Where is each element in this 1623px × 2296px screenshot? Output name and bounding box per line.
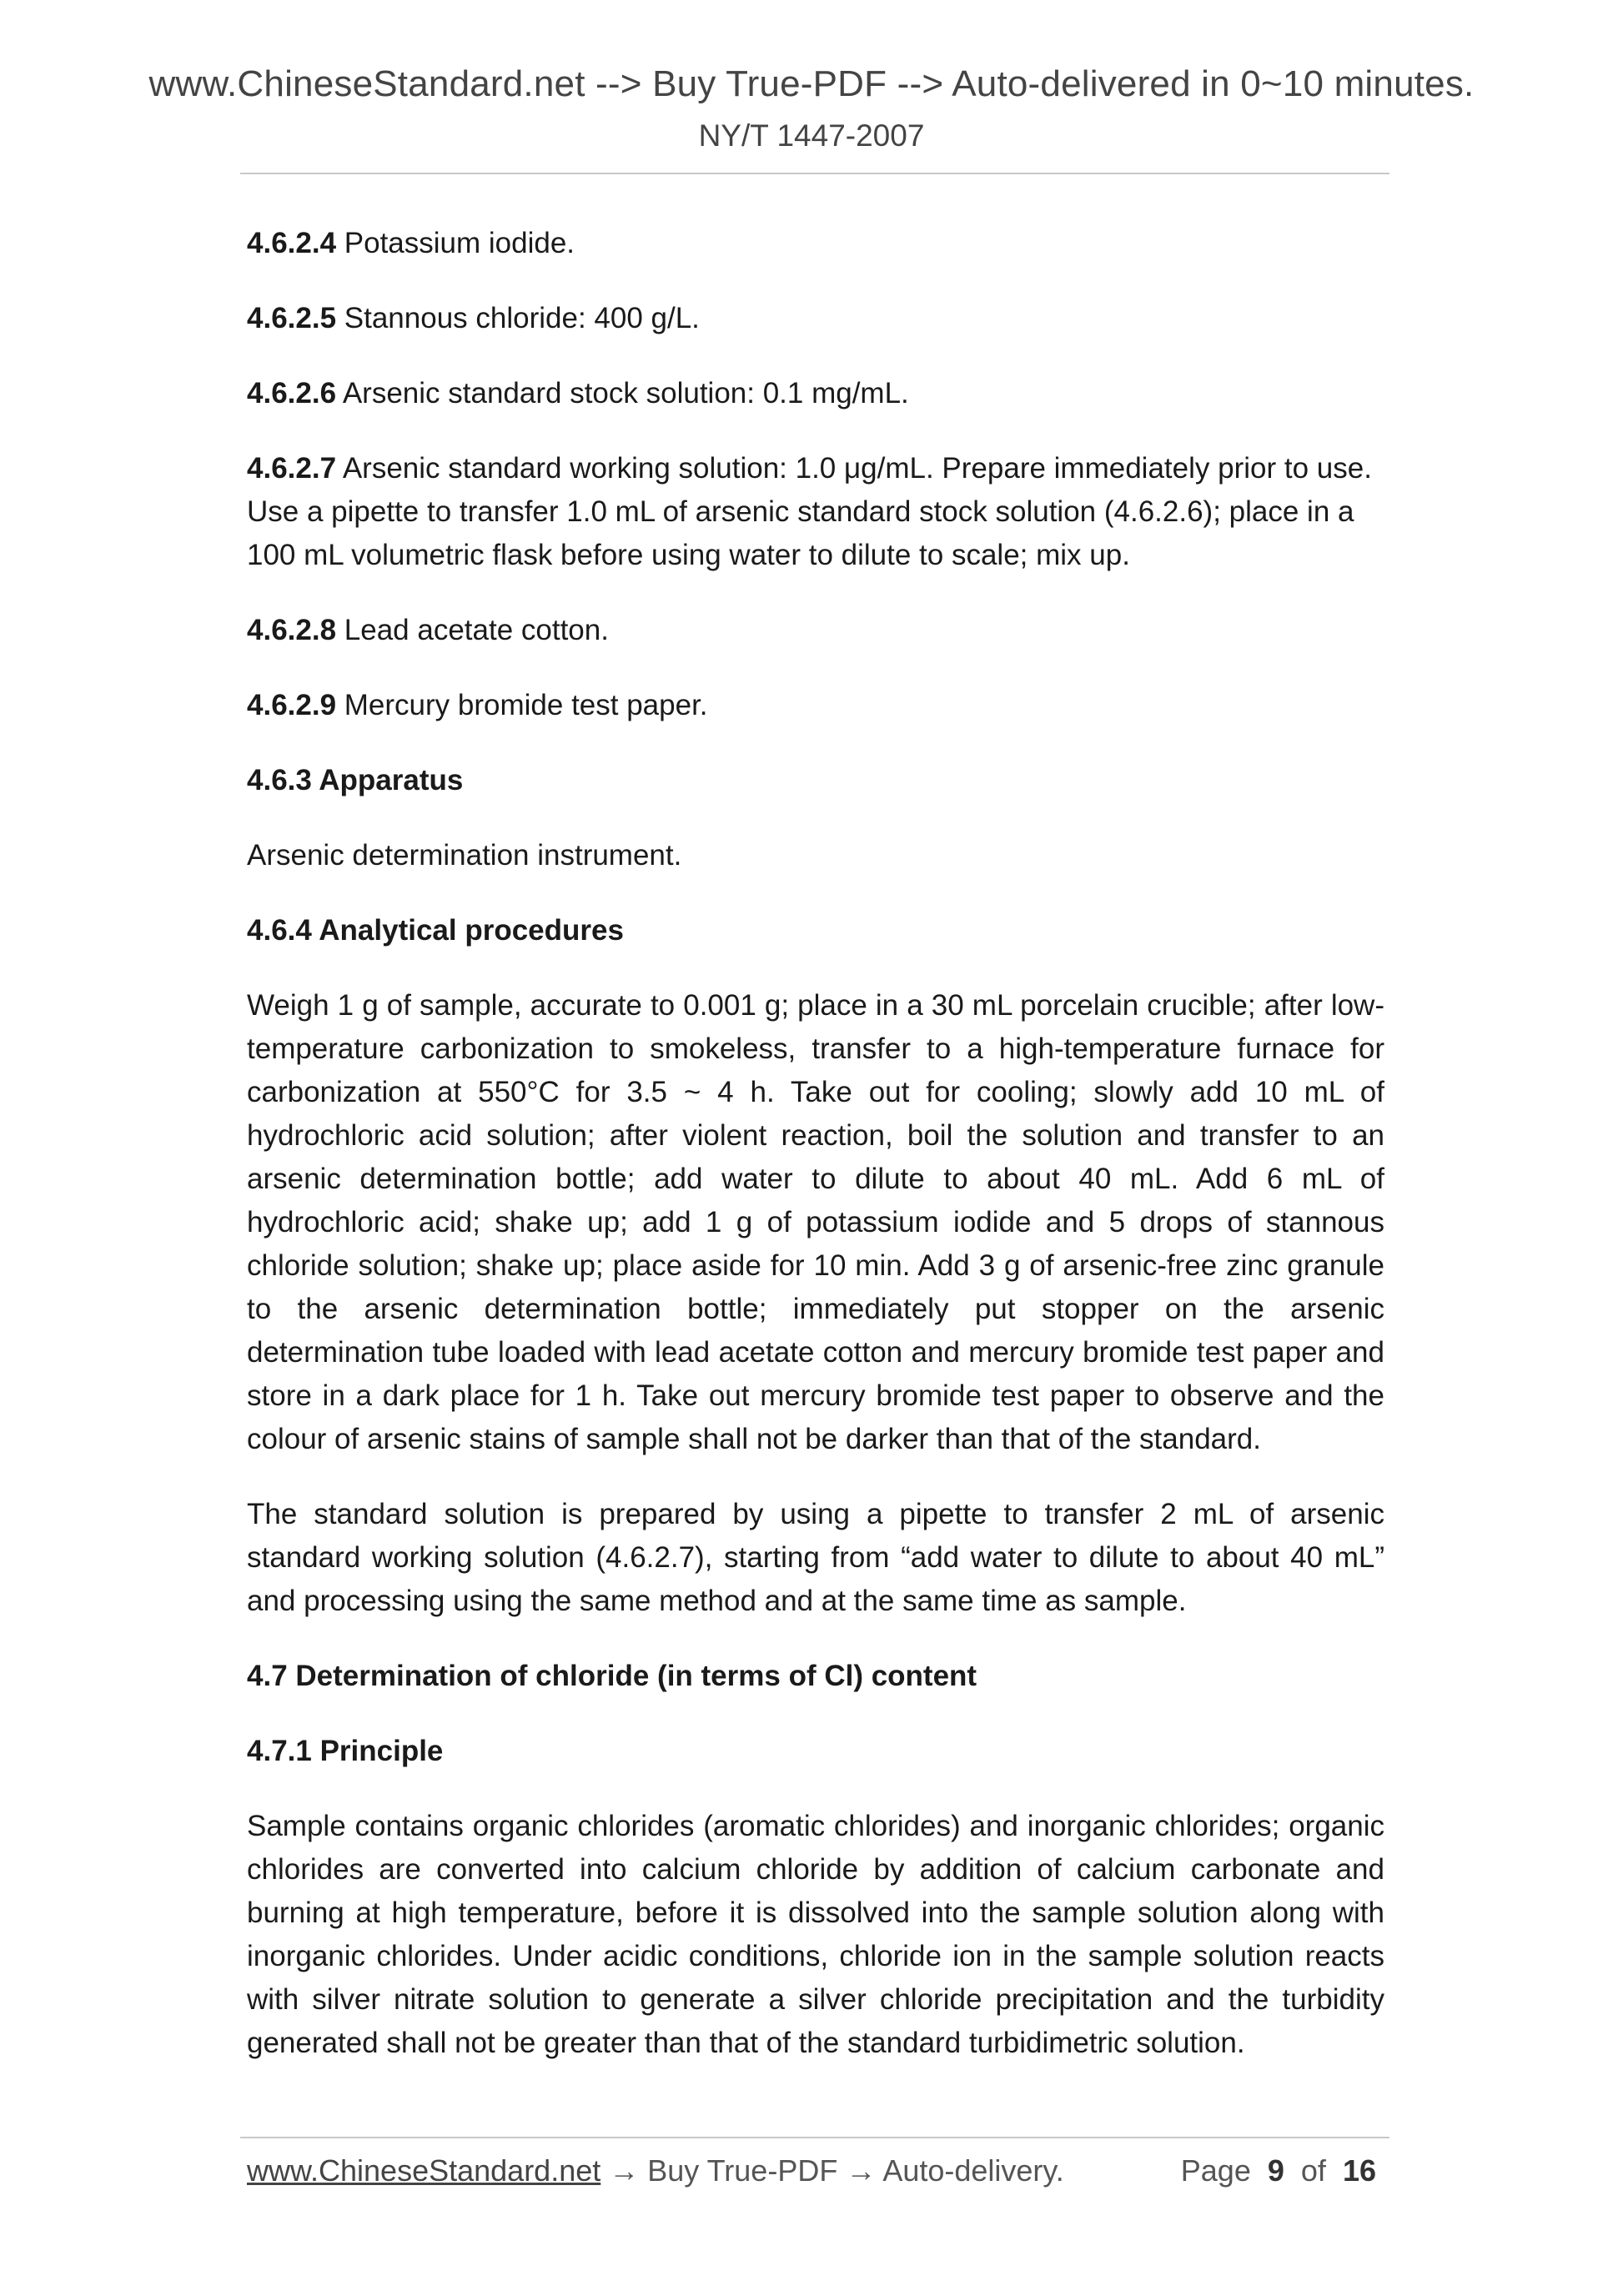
page-indicator: [1181, 2153, 1376, 2188]
clause-4-6-2-4: [247, 222, 1384, 265]
clause-text: Potassium iodide.: [336, 227, 575, 259]
standard-number: NY/T 1447-2007: [698, 118, 925, 153]
section-heading-4-7-1: 4.7.1 Principle: [247, 1735, 444, 1767]
header-banner: www.ChineseStandard.net --> Buy True-PDF --> Auto-delivered in 0~10 minutes.: [148, 63, 1475, 104]
page-total: 16: [1342, 2153, 1376, 2188]
clause-4-6-2-9: [247, 684, 1384, 727]
clause-number: 4.6.2.6: [247, 377, 337, 409]
footer-divider: [240, 2137, 1389, 2138]
paragraph-standard-solution: The standard solution is prepared by using a pipette to transfer 2 mL of arsenic standard working solution (4.6.2.7), starting from “add water to dilute to about 40 mL” and processing using the same method and at the same time as sample.: [247, 1498, 1384, 1617]
clause-number: 4.6.2.4: [247, 227, 337, 259]
paragraph-principle: Sample contains organic chlorides (aromatic chlorides) and inorganic chlorides; organic chlorides are converted into calcium chloride by addition of calcium carbonate and burning at high temperature, before it is dissolved into the sample solution along with inorganic chlorides. Under acidic conditions, chloride ion in the sample solution reacts with silver nitrate solution to generate a silver chloride precipitation and the turbidity generated shall not be greater than that of the standard turbidimetric solution.: [247, 1810, 1384, 2059]
clause-text: Arsenic standard working solution: 1.0 μg/mL. Prepare immediately prior to use. Use a pipette to transfer 1.0 mL of arsenic standard stock solution (4.6.2.6); place in a 100 mL volumetric flask before using water to dilute to scale; mix up.: [247, 452, 1372, 571]
clause-text: Stannous chloride: 400 g/L.: [336, 302, 700, 334]
footer-site-link[interactable]: www.ChineseStandard.net: [247, 2153, 601, 2188]
section-heading-4-6-4: 4.6.4 Analytical procedures: [247, 914, 624, 947]
clause-number: 4.6.2.7: [247, 452, 337, 485]
page-label: Page: [1180, 2153, 1251, 2188]
clause-number: 4.6.2.8: [247, 614, 337, 646]
clause-text: Arsenic standard stock solution: 0.1 mg/mL.: [336, 377, 909, 409]
page-current: 9: [1267, 2153, 1284, 2188]
page-body: [247, 222, 1384, 2097]
clause-text: Mercury bromide test paper.: [336, 689, 708, 721]
page-footer: [247, 2153, 1384, 2197]
paragraph-procedure: Weigh 1 g of sample, accurate to 0.001 g; place in a 30 mL porcelain crucible; after low-temperature carbonization to smokeless, transfer to a high-temperature furnace for carbonization at 550°C for 3.5 ~ 4 h. Take out for cooling; slowly add 10 mL of hydrochloric acid solution; after violent reaction, boil the solution and transfer to an arsenic determination bottle; add water to dilute to about 40 mL. Add 6 mL of hydrochloric acid; shake up; add 1 g of potassium iodide and 5 drops of stannous chloride solution; shake up; place aside for 10 min. Add 3 g of arsenic-free zinc granule to the arsenic determination bottle; immediately put stopper on the arsenic determination tube loaded with lead acetate cotton and mercury bromide test paper and store in a dark place for 1 h. Take out mercury bromide test paper to observe and the colour of arsenic stains of sample shall not be darker than that of the standard.: [247, 989, 1384, 1455]
clause-4-6-2-5: [247, 297, 1384, 340]
clause-4-6-2-7: [247, 447, 1384, 577]
clause-number: 4.6.2.9: [247, 689, 337, 721]
footer-tagline: → Buy True-PDF → Auto-delivery.: [600, 2153, 1064, 2188]
clause-number: 4.6.2.5: [247, 302, 337, 334]
clause-4-6-2-6: [247, 372, 1384, 415]
clause-4-6-2-8: [247, 609, 1384, 652]
footer-left: [247, 2153, 1064, 2188]
clause-text: Lead acetate cotton.: [336, 614, 609, 646]
header-divider: [240, 173, 1389, 174]
page-of-label: of: [1300, 2153, 1326, 2188]
section-heading-4-6-3: 4.6.3 Apparatus: [247, 764, 464, 796]
paragraph-apparatus: Arsenic determination instrument.: [247, 839, 682, 872]
section-heading-4-7: 4.7 Determination of chloride (in terms of Cl) content: [247, 1660, 977, 1692]
